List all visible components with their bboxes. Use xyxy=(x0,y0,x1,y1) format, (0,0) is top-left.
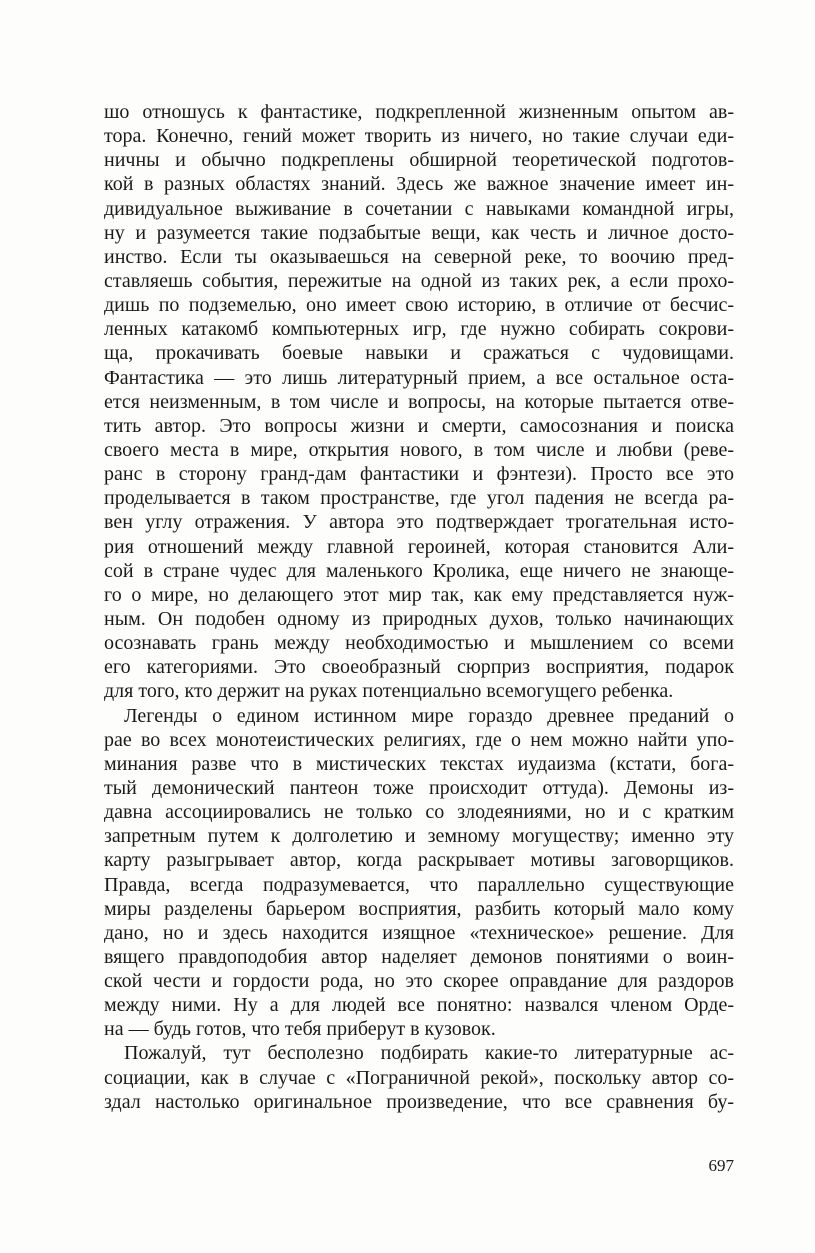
text-line-16: ранс в сторону гранд-дам фантастики и фэнтези). Просто все это xyxy=(104,463,734,486)
text-line-1: шо отношусь к фантастике, подкрепленной жизненным опытом ав- xyxy=(104,101,734,123)
text-line-19: рия отношений между главной героиней, которая становится Али- xyxy=(104,535,734,558)
text-line-31: запретным путем к долголетию и земному могуществу; именно эту xyxy=(104,825,734,848)
text-line-28: минания разве что в мистических текстах иудаизма (кстати, бога- xyxy=(104,752,734,775)
text-line-25: для того, кто держит на руках потенциально всемогущего ребенка. xyxy=(104,680,674,703)
text-line-7: инство. Если ты оказываешься на северной реке, то воочию пред- xyxy=(104,245,734,268)
text-line-10: ленных катакомб компьютерных игр, где нужно собирать сокрови- xyxy=(104,318,734,341)
text-line-8: ставляешь события, пережитые на одной из таких рек, а если прохо- xyxy=(104,269,734,292)
text-line-33: Правда, всегда подразумевается, что параллельно существующие xyxy=(104,873,734,896)
text-line-20: сой в стране чудес для маленького Кролика, еще ничего не знающе- xyxy=(104,559,734,582)
text-line-24: его категориями. Это своеобразный сюрприз восприятия, подарок xyxy=(104,656,734,679)
text-line-18: вен углу отражения. У автора это подтверждает трогательная исто- xyxy=(104,511,734,534)
page-text xyxy=(104,100,734,1114)
text-line-32: карту разыгрывает автор, когда раскрывает мотивы заговорщиков. xyxy=(104,849,734,872)
text-line-17: проделывается в таком пространстве, где угол падения не всегда ра- xyxy=(104,487,734,510)
text-line-9: дишь по подземелью, оно имеет свою историю, в отличие от бесчис- xyxy=(104,294,734,317)
text-line-38: между ними. Ну а для людей все понятно: назвался членом Орде- xyxy=(104,994,734,1017)
text-line-3: ничны и обычно подкреплены обширной теоретической подготов- xyxy=(104,149,734,172)
text-line-27: рае во всех монотеистических религиях, где о нем можно найти упо- xyxy=(104,728,734,751)
text-line-26: Легенды о едином истинном мире гораздо древнее преданий о xyxy=(124,704,734,727)
text-line-41: социации, как в случае с «Пограничной рекой», поскольку автор со- xyxy=(104,1066,734,1089)
text-line-37: ской чести и гордости рода, но это скорее оправдание для раздоров xyxy=(104,970,734,993)
text-line-12: Фантастика — это лишь литературный прием, а все остальное оста- xyxy=(104,366,734,389)
text-line-39: на — будь готов, что тебя приберут в кузовок. xyxy=(104,1018,496,1041)
text-line-14: тить автор. Это вопросы жизни и смерти, самосознания и поиска xyxy=(104,414,734,437)
text-line-36: вящего правдоподобия автор наделяет демонов понятиями о воин- xyxy=(104,945,734,968)
text-line-5: дивидуальное выживание в сочетании с навыками командной игры, xyxy=(104,197,734,220)
text-line-22: ным. Он подобен одному из природных духов, только начинающих xyxy=(104,607,734,630)
text-line-11: ща, прокачивать боевые навыки и сражаться с чудовищами. xyxy=(104,342,734,365)
text-line-2: тора. Конечно, гений может творить из ничего, но такие случаи еди- xyxy=(104,125,734,148)
text-line-40: Пожалуй, тут бесполезно подбирать какие-то литературные ас- xyxy=(124,1042,734,1065)
text-line-13: ется неизменным, в том числе и вопросы, на которые пытается отве- xyxy=(104,390,734,413)
text-line-15: своего места в мире, открытия нового, в том числе и любви (реве- xyxy=(104,438,734,461)
text-line-21: го о мире, но делающего этот мир так, как ему представляется нуж- xyxy=(104,583,734,606)
text-line-34: миры разделены барьером восприятия, разбить который мало кому xyxy=(104,897,734,920)
text-line-42: здал настолько оригинальное произведение, что все сравнения бу- xyxy=(104,1090,734,1113)
text-line-30: давна ассоциировались не только со злодеяниями, но и с кратким xyxy=(104,801,734,824)
text-line-35: дано, но и здесь находится изящное «техническое» решение. Для xyxy=(104,921,734,944)
text-line-6: ну и разумеется такие подзабытые вещи, как честь и личное досто- xyxy=(104,221,734,244)
page-number: 697 xyxy=(708,1156,734,1175)
text-line-4: кой в разных областях знаний. Здесь же важное значение имеет ин- xyxy=(104,173,734,196)
text-line-23: осознавать грань между необходимостью и мышлением со всеми xyxy=(104,632,734,655)
text-line-29: тый демонический пантеон тоже происходит оттуда). Демоны из- xyxy=(104,776,734,799)
